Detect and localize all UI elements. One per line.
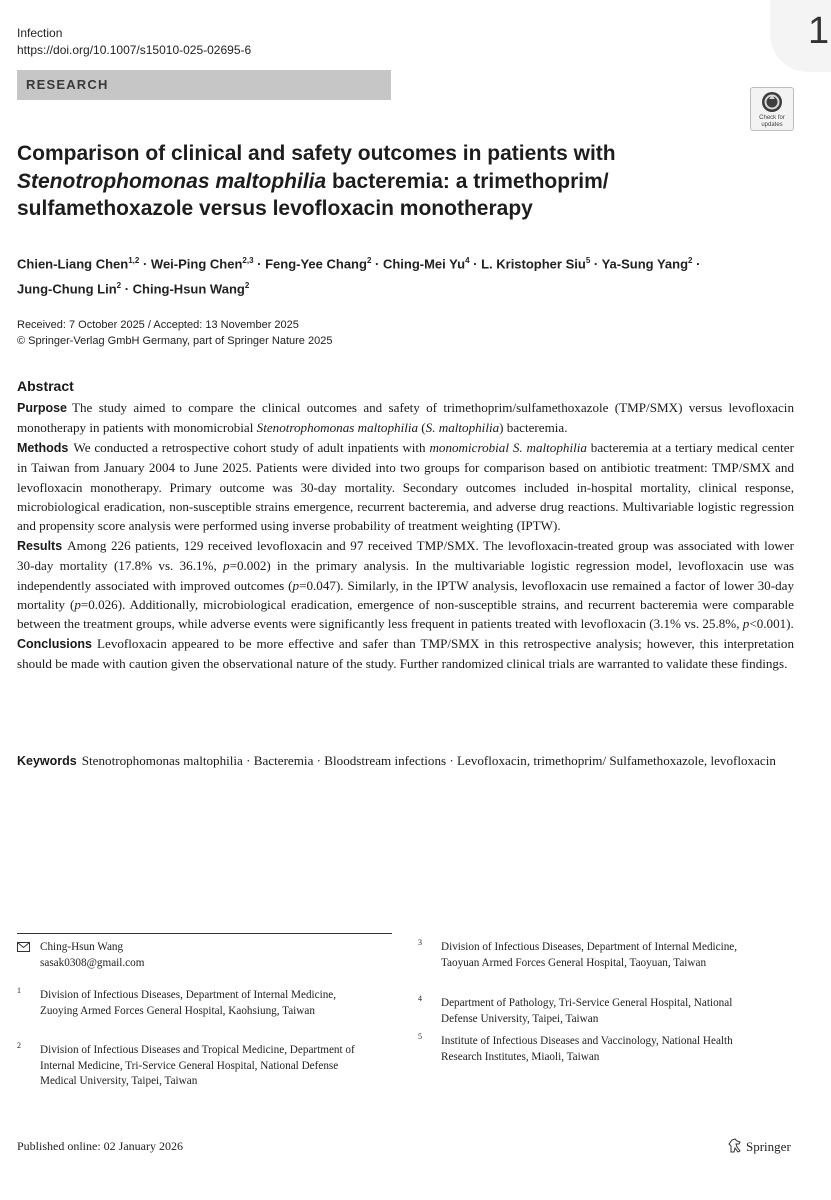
affiliation-text: Division of Infectious Diseases, Department of Internal Medicine, Taoyuan Armed Forces General Hospital, Taoyuan, Taiwan: [441, 941, 738, 969]
article-title: [17, 140, 707, 223]
correspondence-name: Ching-Hsun Wang: [40, 941, 124, 953]
purpose-label: Purpose: [17, 401, 68, 415]
author-name[interactable]: Ya-Sung Yang: [601, 256, 689, 272]
springer-horse-icon: [728, 1138, 742, 1153]
affiliation-text: Institute of Infectious Diseases and Vaccinology, National Health Research Institutes, Miaoli, Taiwan: [441, 1035, 733, 1063]
check-updates-label: Check for updates: [759, 115, 785, 128]
author-name[interactable]: Chien-Liang Chen: [17, 256, 129, 272]
journal-name: Infection: [17, 26, 63, 40]
author-affiliation: 2: [366, 256, 372, 265]
abstract-body: [17, 398, 794, 674]
check-updates-icon: [761, 91, 783, 113]
abstract-results: [17, 536, 794, 634]
affiliation-number: 3: [418, 938, 422, 947]
footnote-divider: [17, 933, 392, 934]
author-name[interactable]: Feng-Yee Chang: [265, 256, 367, 272]
check-for-updates-button[interactable]: [750, 87, 794, 131]
keywords-label: Keywords: [17, 754, 77, 768]
purpose-species: Stenotrophomonas maltophilia: [256, 420, 419, 436]
author-affiliation: 2: [244, 281, 250, 291]
envelope-icon: [17, 942, 30, 952]
p-value-symbol: p: [74, 597, 81, 613]
author-name[interactable]: Wei-Ping Chen: [150, 256, 243, 272]
author-name[interactable]: Ching-Hsun Wang: [132, 281, 245, 297]
author-name[interactable]: Jung-Chung Lin: [17, 281, 117, 297]
author-name[interactable]: L. Kristopher Siu: [481, 256, 586, 272]
results-text: =0.026). Additionally, microbiological eradication, emergence of non-susceptible strains, and recurrent bacteremia were comparable between the treatment groups, while adverse events were significantly less frequent in patients treated with levofloxacin (3.1% vs. 25.8%,: [17, 597, 794, 632]
results-text: <0.001).: [749, 616, 794, 632]
correspondence-email[interactable]: sasak0308@gmail.com: [40, 957, 145, 969]
affiliation-number: 1: [17, 986, 21, 995]
affiliation-number: 4: [418, 994, 422, 1003]
affiliation-number: 5: [418, 1032, 422, 1041]
purpose-species-abbrev: S. maltophilia: [425, 420, 500, 436]
affiliation-text: Division of Infectious Diseases, Department of Internal Medicine, Zuoying Armed Forces General Hospital, Kaohsiung, Taiwan: [40, 989, 337, 1017]
author-affiliation: 5: [585, 256, 591, 265]
abstract-purpose: [17, 398, 794, 438]
methods-label: Methods: [17, 440, 69, 455]
affiliation-number: 2: [17, 1041, 21, 1050]
author-affiliation: 2,3: [242, 256, 254, 265]
affiliation-text: Division of Infectious Diseases and Tropical Medicine, Department of Internal Medicine, Tri-Service General Hospital, National Defense Medical University, Taipei, Taiwan: [40, 1044, 355, 1087]
abstract-heading: Abstract: [17, 378, 74, 394]
results-label: Results: [17, 538, 63, 553]
publisher-logo: [728, 1138, 791, 1155]
publisher-name: Springer: [746, 1139, 791, 1154]
methods-text: bacteremia at a tertiary medical center in Taiwan from January 2004 to June 2025. Patients were divided into two groups for comparison based on antibiotic treatment: TMP/SMX and levofloxacin monotherapy. Primary outcome was 30-day mortality. Secondary outcomes included in-hospital mortality, clinical response, microbiological eradication, non-susceptible strains emergence, recurrent bacteremia, and adverse drug reactions. Multivariable logistic regression and propensity score analysis were performed using inverse probability of treatment weighting (IPTW).: [17, 439, 794, 534]
title-italic-species: Stenotrophomonas maltophilia: [17, 169, 327, 193]
copyright-notice: © Springer-Verlag GmbH Germany, part of Springer Nature 2025: [17, 335, 333, 347]
title-line-3: sulfamethoxazole versus levofloxacin monotherapy: [17, 197, 533, 220]
purpose-text: ) bacteremia.: [499, 420, 568, 436]
title-line-2-rest: bacteremia: a trimethoprim/: [326, 169, 609, 193]
p-value-symbol: p: [223, 558, 230, 574]
author-affiliation: 4: [465, 256, 470, 265]
keywords: [17, 751, 797, 771]
results-text: =0.002) in the primary analysis. In the multivariable logistic regression model, levofloxacin use was independently associated with improved outcomes (: [17, 558, 794, 593]
doi-link[interactable]: https://doi.org/10.1007/s15010-025-02695-6: [17, 43, 252, 57]
purpose-text: (: [418, 420, 426, 436]
author-name[interactable]: Ching-Mei Yu: [382, 256, 466, 272]
received-accepted-dates: Received: 7 October 2025 / Accepted: 13 November 2025: [17, 319, 299, 331]
conclusions-label: Conclusions: [17, 636, 93, 651]
purpose-text: The study aimed to compare the clinical outcomes and safety of trimethoprim/sulfamethoxazole (TMP/SMX) versus levofloxacin monotherapy in patients with monomicrobial: [17, 400, 794, 436]
results-text: Among 226 patients, 129 received levofloxacin and 97 received TMP/SMX. The levofloxacin-treated group was associated with lower 30-day mortality (17.8% vs. 36.1%,: [17, 537, 794, 574]
keywords-text: Stenotrophomonas maltophilia · Bacteremia · Bloodstream infections · Levofloxacin, trimethoprim/ Sulfamethoxazole, levofloxacin: [81, 753, 776, 768]
affiliation-text: Department of Pathology, Tri-Service General Hospital, National Defense University, Taipei, Taiwan: [441, 997, 733, 1025]
results-text: =0.047). Similarly, in the IPTW analysis, levofloxacin use remained a factor of lower 30-day mortality (: [17, 577, 794, 613]
p-value-symbol: p: [742, 616, 750, 632]
methods-text: We conducted a retrospective cohort study of adult inpatients with: [73, 439, 430, 455]
published-online-date: Published online: 02 January 2026: [17, 1139, 183, 1153]
abstract-methods: [17, 438, 794, 536]
author-affiliation: 2: [688, 256, 693, 265]
author-affiliation: 2: [116, 281, 122, 291]
abstract-conclusions: [17, 634, 794, 674]
p-value-symbol: p: [292, 577, 300, 593]
article-type-label: RESEARCH: [26, 77, 109, 92]
author-affiliation: 1,2: [128, 256, 140, 265]
conclusions-text: Levofloxacin appeared to be more effective and safer than TMP/SMX in this retrospective analysis; however, this interpretation should be made with caution given the observational nature of the study. Further randomized clinical trials are warranted to validate these findings.: [17, 635, 794, 672]
author-list: Chien-Liang Chen$^{1,2}$ · Wei-Ping Chen$^{2,3}$ · Feng-Yee Chang$^2$ · Ching-Mei $Yu^4 \cdot L$. Kristopher Siu$^5$ · Ya-Sung Yang$^2$ · Jung-Chung Lin$^2$ · Ching-Hsun Wang$^2$: [17, 256, 701, 297]
methods-species: monomicrobial S. maltophilia: [429, 439, 587, 455]
page-number: 1: [808, 10, 830, 52]
title-line-1: Comparison of clinical and safety outcomes in patients with: [17, 142, 616, 165]
